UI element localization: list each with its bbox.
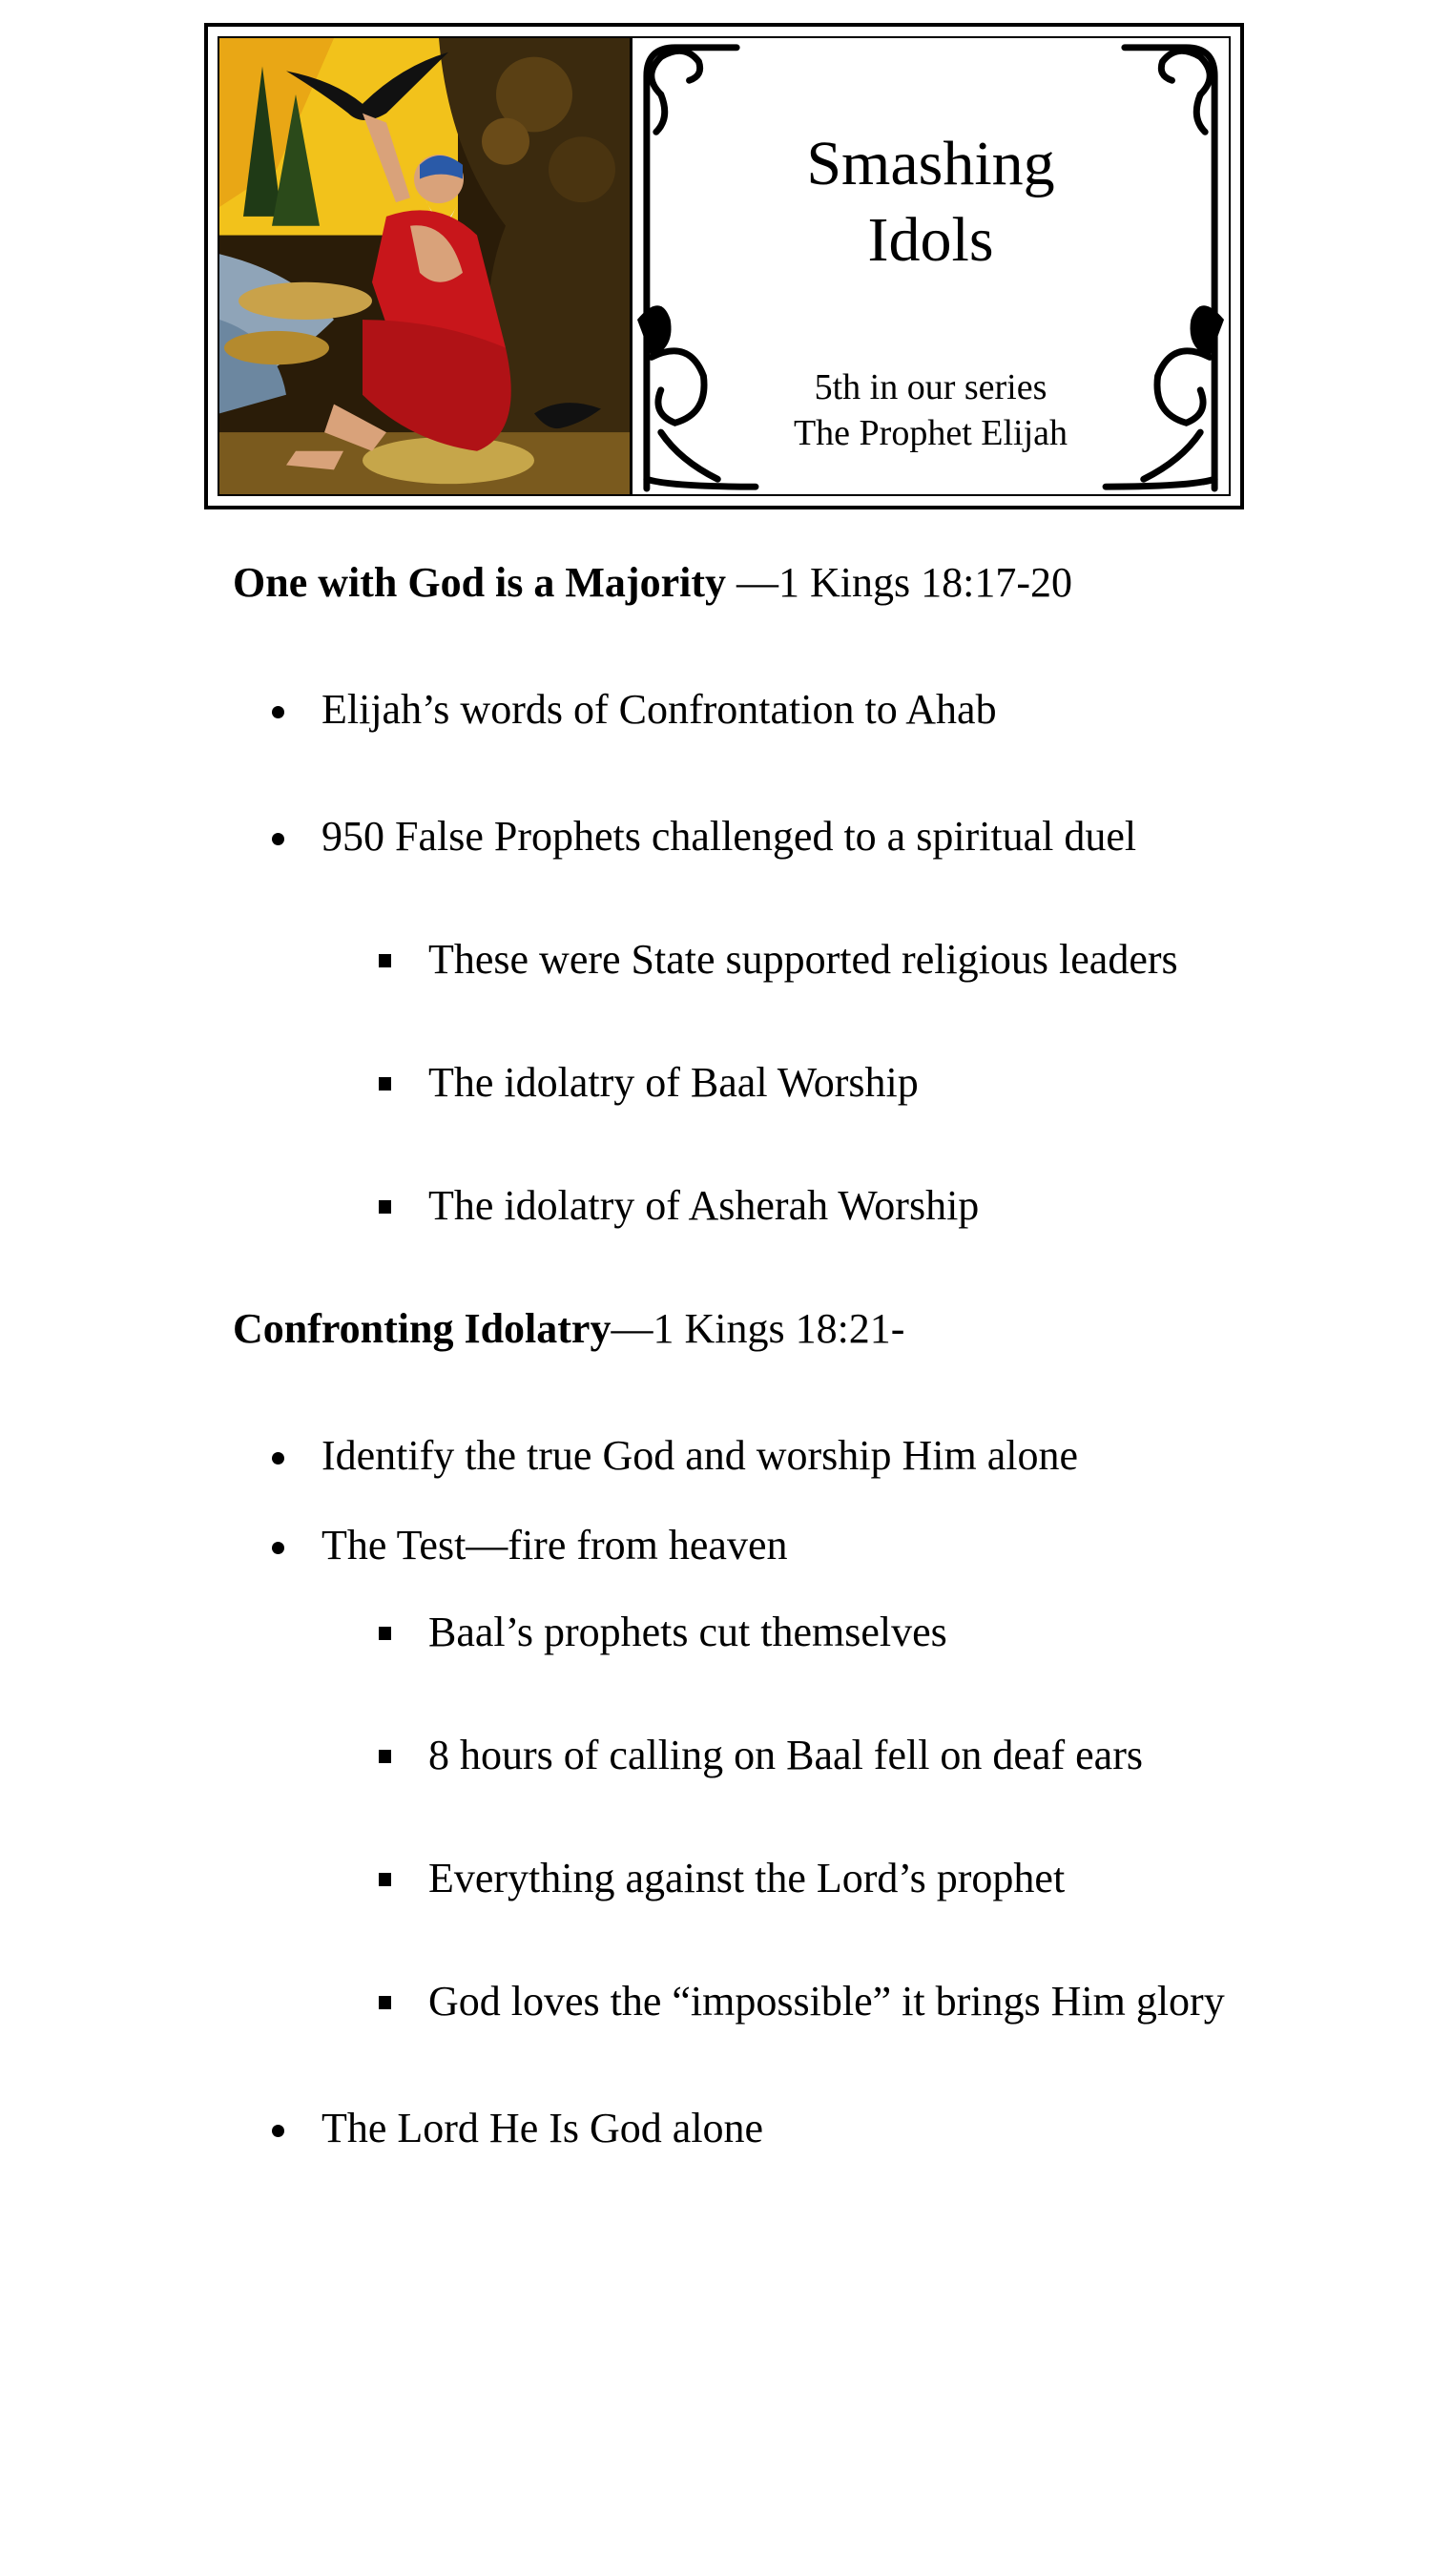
bullet-dot-icon bbox=[272, 1542, 284, 1554]
sub-list-item bbox=[428, 935, 1178, 985]
sub-list-item bbox=[428, 1181, 979, 1231]
list-item bbox=[321, 1521, 787, 1570]
bullet-square-icon bbox=[379, 1873, 391, 1886]
section-heading bbox=[233, 1304, 904, 1354]
series-banner bbox=[204, 23, 1244, 509]
banner-title-line-2: Idols bbox=[867, 205, 994, 275]
elijah-painting-image bbox=[219, 38, 630, 494]
list-item bbox=[321, 2104, 763, 2153]
list-item-text: 8 hours of calling on Baal fell on deaf ears bbox=[428, 1732, 1143, 1778]
banner-frame bbox=[218, 36, 1231, 496]
list-item-text: Baal’s prophets cut themselves bbox=[428, 1609, 947, 1655]
list-item-text: The Test—fire from heaven bbox=[321, 1522, 788, 1568]
bullet-dot-icon bbox=[272, 706, 284, 718]
sub-list-item bbox=[428, 1854, 1065, 1903]
sub-list-item bbox=[428, 1731, 1143, 1780]
list-item-text: The idolatry of Asherah Worship bbox=[428, 1182, 980, 1229]
banner-title-panel bbox=[633, 38, 1229, 494]
section-heading-title: Confronting Idolatry bbox=[233, 1305, 612, 1352]
bullet-square-icon bbox=[379, 954, 391, 967]
list-item-text: Everything against the Lord’s prophet bbox=[428, 1855, 1066, 1901]
sub-list-item bbox=[428, 1977, 1225, 2026]
bullet-square-icon bbox=[379, 1077, 391, 1091]
scripture-reference: —1 Kings 18:21- bbox=[611, 1305, 905, 1352]
list-item bbox=[321, 685, 997, 735]
list-item-text: The idolatry of Baal Worship bbox=[428, 1059, 919, 1106]
banner-subtitle bbox=[633, 364, 1229, 456]
series-name: The Prophet Elijah bbox=[793, 413, 1068, 453]
bullet-square-icon bbox=[379, 1996, 391, 2009]
list-item-text: The Lord He Is God alone bbox=[321, 2105, 764, 2151]
section-heading-title: One with God is a Majority bbox=[233, 559, 726, 606]
elijah-raven-illustration bbox=[219, 38, 633, 494]
series-number: 5th in our series bbox=[814, 367, 1047, 407]
sub-list-item bbox=[428, 1608, 947, 1657]
scripture-reference: —1 Kings 18:17-20 bbox=[725, 559, 1072, 606]
sub-list-item bbox=[428, 1058, 919, 1108]
banner-title-line-1: Smashing bbox=[806, 129, 1055, 198]
banner-title bbox=[633, 126, 1229, 279]
list-item bbox=[321, 812, 1136, 862]
bullet-dot-icon bbox=[272, 2125, 284, 2137]
list-item bbox=[321, 1431, 1078, 1481]
list-item-text: These were State supported religious leaders bbox=[428, 936, 1178, 983]
list-item-text: God loves the “impossible” it brings Him glory bbox=[428, 1978, 1225, 2025]
bullet-square-icon bbox=[379, 1750, 391, 1763]
section-heading bbox=[233, 558, 1072, 608]
bullet-square-icon bbox=[379, 1627, 391, 1640]
bullet-dot-icon bbox=[272, 1452, 284, 1465]
list-item-text: Elijah’s words of Confrontation to Ahab bbox=[321, 686, 997, 733]
list-item-text: Identify the true God and worship Him alone bbox=[321, 1432, 1079, 1479]
list-item-text: 950 False Prophets challenged to a spiritual duel bbox=[321, 813, 1137, 860]
bullet-square-icon bbox=[379, 1200, 391, 1214]
bullet-dot-icon bbox=[272, 833, 284, 845]
